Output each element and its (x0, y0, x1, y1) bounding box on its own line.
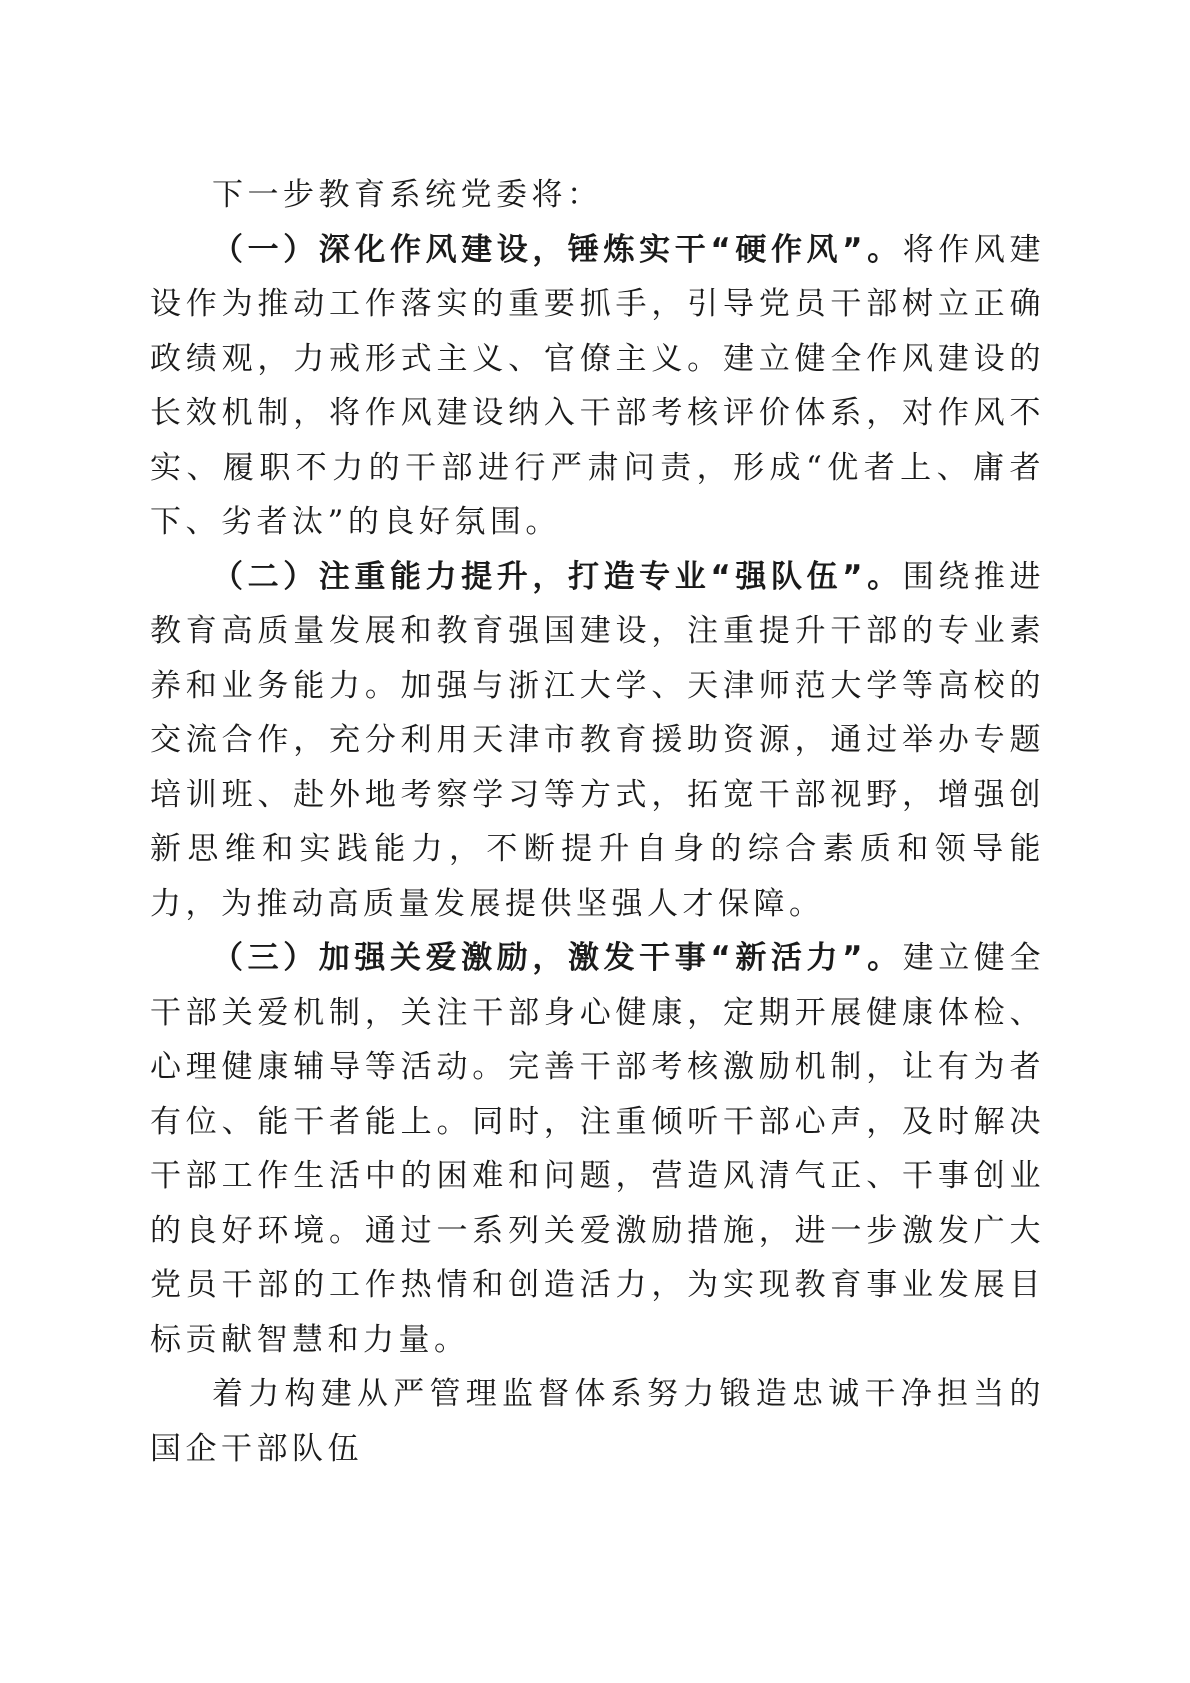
section-1-body: 将作风建设作为推动工作落实的重要抓手，引导党员干部树立正确政绩观，力戒形式主义、官僚主义。建立健全作风建设的长效机制，将作风建设纳入干部考核评价体系，对作风不实、履职不力的干部进行严肃问责，形成“优者上、庸者下、劣者汰”的良好氛围。 (150, 231, 1045, 540)
section-3-body: 建立健全干部关爱机制，关注干部身心健康，定期开展健康体检、心理健康辅导等活动。完善干部考核激励机制，让有为者有位、能干者能上。同时，注重倾听干部心声，及时解决干部工作生活中的困难和问题，营造风清气正、干事创业的良好环境。通过一系列关爱激励措施，进一步激发广大党员干部的工作热情和创造活力，为实现教育事业发展目标贡献智慧和力量。 (150, 940, 1045, 1358)
section-1-paragraph (150, 223, 1045, 550)
section-1-heading: （一）深化作风建设，锤炼实干“硬作风”。 (212, 231, 903, 268)
section-3-heading: （三）加强关爱激励，激发干事“新活力”。 (212, 940, 903, 976)
section-3-paragraph (150, 931, 1045, 1367)
document-page (150, 168, 1045, 1476)
closing-text: 着力构建从严管理监督体系努力锻造忠诚干净担当的国企干部队伍 (150, 1376, 1045, 1467)
intro-text: 下一步教育系统党委将： (212, 177, 603, 213)
section-2-paragraph (150, 550, 1045, 932)
closing-paragraph (150, 1367, 1045, 1476)
section-2-heading: （二）注重能力提升，打造专业“强队伍”。 (212, 558, 903, 595)
section-2-body: 围绕推进教育高质量发展和教育强国建设，注重提升干部的专业素养和业务能力。加强与浙江大学、天津师范大学等高校的交流合作，充分利用天津市教育援助资源，通过举办专题培训班、赴外地考察学习等方式，拓宽干部视野，增强创新思维和实践能力，不断提升自身的综合素质和领导能力，为推动高质量发展提供坚强人才保障。 (150, 558, 1045, 922)
intro-paragraph (150, 168, 1045, 223)
